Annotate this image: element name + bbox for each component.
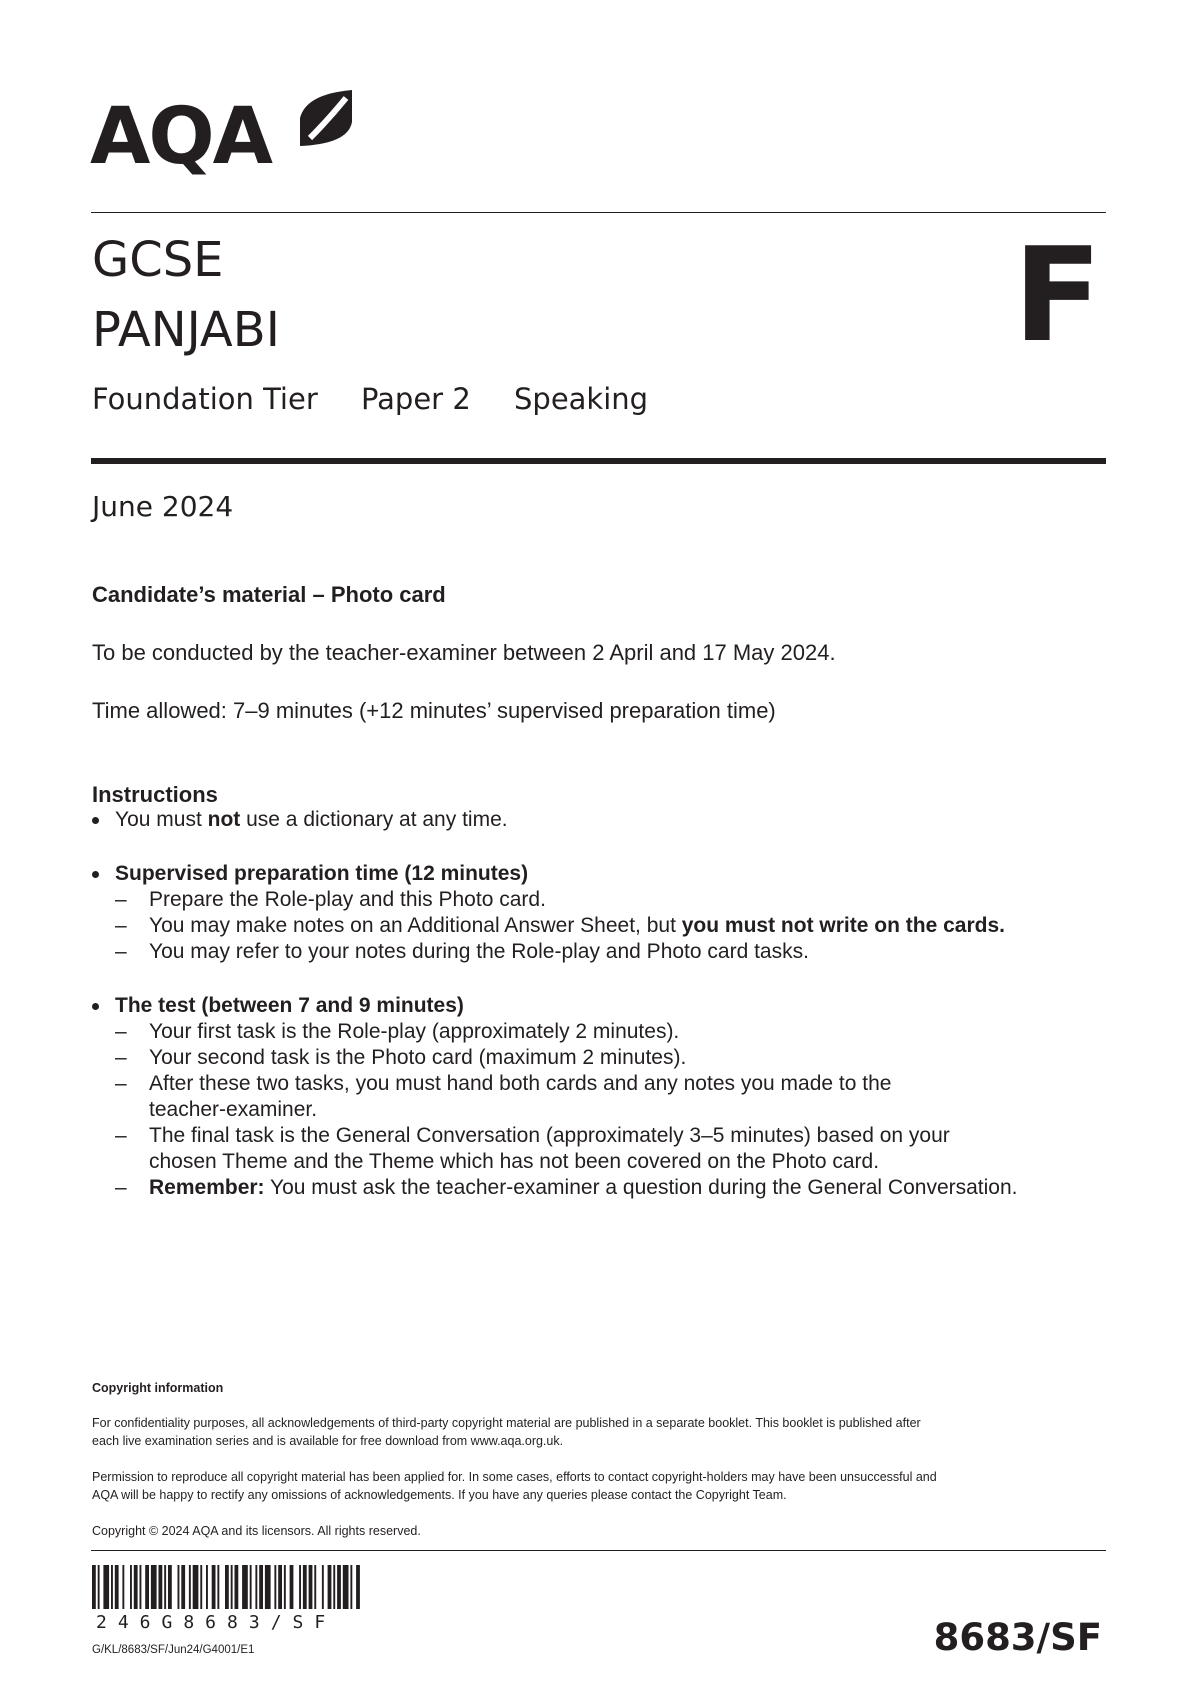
test-item-text: Your first task is the Role-play (approximately 2 minutes). (149, 1020, 680, 1043)
dash: – (115, 1176, 127, 1199)
aqa-logo (90, 88, 355, 182)
component-label: Speaking (514, 382, 649, 416)
dictionary-emphasis: not (207, 808, 241, 831)
title-divider (91, 458, 1106, 464)
tier-letter: F (1013, 219, 1102, 371)
dash: – (115, 940, 127, 963)
dash: – (115, 1046, 127, 1069)
footer-rule (91, 1550, 1106, 1551)
copyright-notice: Copyright © 2024 AQA and its licensors. All rights reserved. (92, 1524, 421, 1538)
header-rule (91, 212, 1106, 213)
exam-date: June 2024 (92, 490, 234, 523)
dash: – (115, 888, 127, 911)
prep-item-emphasis: you must not write on the cards. (681, 914, 1005, 937)
dictionary-text: You must (115, 808, 208, 831)
dictionary-text-end: use a dictionary at any time. (240, 808, 508, 831)
bullet-icon (92, 871, 99, 878)
dash: – (115, 1072, 127, 1095)
paper-subtitle (92, 382, 682, 416)
prep-item-text: You may refer to your notes during the Role-play and Photo card tasks. (149, 940, 809, 963)
barcode-digits: 246G8683/SF (96, 1612, 337, 1633)
bullet-icon (92, 1003, 99, 1010)
material-heading: Candidate’s material – Photo card (92, 582, 446, 607)
remember-label: Remember: (149, 1176, 265, 1199)
logo-text: AQA (90, 92, 272, 182)
copyright-text: Permission to reproduce all copyright material has been applied for. In some cases, efforts to contact copyright-holders may have been unsuccessful and (92, 1470, 937, 1484)
copyright-text: AQA will be happy to rectify any omissions of acknowledgements. If you have any queries please contact the Copyright Team. (92, 1488, 787, 1502)
qualification-title: GCSE (92, 232, 224, 288)
test-item-text: teacher-examiner. (149, 1098, 318, 1121)
dash: – (115, 914, 127, 937)
bullet-icon (92, 817, 99, 824)
barcode (92, 1565, 444, 1609)
copyright-text: For confidentiality purposes, all acknowledgements of third-party copyright material are published in a separate booklet. This booklet is published after (92, 1416, 921, 1430)
prep-item-text: You may make notes on an Additional Answer Sheet, but (149, 914, 682, 937)
copyright-text: each live examination series and is available for free download from www.aqa.org.uk. (92, 1434, 564, 1448)
test-item-text: You must ask the teacher-examiner a question during the General Conversation. (264, 1176, 1018, 1199)
dash: – (115, 1124, 127, 1147)
instructions-heading: Instructions (92, 782, 218, 807)
prep-item-text: Prepare the Role-play and this Photo card. (149, 888, 546, 911)
test-item-text: The final task is the General Conversation (approximately 3–5 minutes) based on your (149, 1124, 950, 1147)
paper-label: Paper 2 (360, 382, 471, 416)
prep-heading: Supervised preparation time (12 minutes) (115, 862, 529, 885)
time-allowed: Time allowed: 7–9 minutes (+12 minutes’ supervised preparation time) (92, 698, 776, 723)
dash: – (115, 1020, 127, 1043)
subject-title: PANJABI (92, 302, 280, 358)
leaf-icon (298, 88, 354, 148)
test-item-text: chosen Theme and the Theme which has not been covered on the Photo card. (149, 1150, 880, 1173)
copyright-heading: Copyright information (92, 1381, 224, 1395)
document-reference: G/KL/8683/SF/Jun24/G4001/E1 (92, 1644, 255, 1656)
conducted-text: To be conducted by the teacher-examiner between 2 April and 17 May 2024. (92, 640, 836, 665)
test-item-text: After these two tasks, you must hand both cards and any notes you made to the (149, 1072, 892, 1095)
tier-label: Foundation Tier (92, 382, 318, 416)
paper-code: 8683/SF (933, 1616, 1102, 1659)
test-heading: The test (between 7 and 9 minutes) (115, 994, 464, 1017)
test-item-text: Your second task is the Photo card (maximum 2 minutes). (149, 1046, 687, 1069)
